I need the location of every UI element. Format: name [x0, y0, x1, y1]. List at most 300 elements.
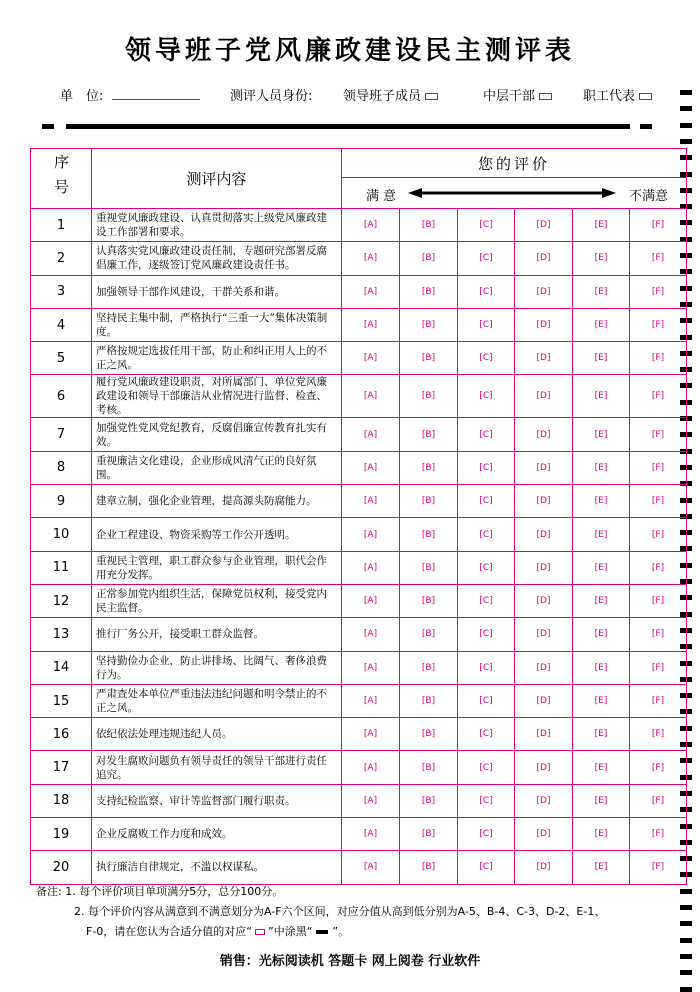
option-bubble-b[interactable]	[400, 851, 458, 884]
option-bubble-c[interactable]	[458, 375, 515, 418]
option-letter: [C]	[479, 391, 493, 402]
checkbox-icon[interactable]	[425, 93, 438, 100]
option-letter: [A]	[363, 496, 378, 507]
option-letter: [B]	[421, 829, 436, 840]
option-bubble-b[interactable]	[400, 718, 458, 751]
filled-bubble-icon	[316, 930, 328, 934]
row-number: 1	[31, 209, 92, 242]
option-letter: [E]	[594, 429, 608, 440]
option-bubble-e[interactable]	[573, 751, 630, 784]
option-letter: [C]	[479, 662, 493, 673]
option-letter: [F]	[651, 862, 665, 873]
option-bubble-d[interactable]	[515, 784, 573, 817]
option-bubble-c[interactable]	[458, 518, 515, 551]
option-letter: [D]	[536, 729, 551, 740]
option-letter: [C]	[479, 353, 493, 364]
checkbox-icon[interactable]	[639, 93, 652, 100]
option-bubble-b[interactable]	[400, 618, 458, 651]
option-bubble-f[interactable]	[630, 751, 687, 784]
option-bubble-c[interactable]	[458, 751, 515, 784]
row-number: 8	[31, 451, 92, 484]
option-letter: [A]	[363, 729, 378, 740]
timing-mark-right	[640, 124, 652, 129]
option-letter: [B]	[421, 862, 436, 873]
option-letter: [E]	[594, 662, 608, 673]
option-letter: [B]	[421, 429, 436, 440]
option-bubble-a[interactable]	[342, 242, 400, 275]
option-bubble-a[interactable]	[342, 684, 400, 717]
option-bubble-e[interactable]	[573, 451, 630, 484]
option-bubble-a[interactable]	[342, 275, 400, 308]
option-letter: [F]	[651, 529, 665, 540]
option-bubble-a[interactable]	[342, 209, 400, 242]
option-bubble-a[interactable]	[342, 784, 400, 817]
option-letter: [B]	[421, 696, 436, 706]
option-bubble-d[interactable]	[515, 242, 573, 275]
option-bubble-c[interactable]	[458, 418, 515, 451]
option-letter: [A]	[363, 829, 378, 840]
timing-mark	[680, 90, 692, 95]
option-letter: [F]	[651, 320, 665, 331]
option-bubble-e[interactable]	[573, 818, 630, 851]
option-letter: [E]	[594, 596, 608, 607]
option-bubble-f[interactable]	[630, 275, 687, 308]
option-bubble-c[interactable]	[458, 684, 515, 717]
option-bubble-d[interactable]	[515, 651, 573, 684]
option-bubble-e[interactable]	[573, 308, 630, 341]
option-bubble-c[interactable]	[458, 451, 515, 484]
option-letter: [A]	[363, 462, 378, 473]
row-content: 重视廉洁文化建设，企业形成风清气正的良好氛围。	[92, 451, 342, 484]
option-bubble-f[interactable]	[630, 451, 687, 484]
option-letter: [E]	[594, 496, 608, 507]
row-number: 3	[31, 275, 92, 308]
row-content: 重视民主管理，职工群众参与企业管理，职代会作用充分发挥。	[92, 551, 342, 584]
row-number: 14	[31, 651, 92, 684]
option-bubble-b[interactable]	[400, 209, 458, 242]
option-bubble-a[interactable]	[342, 618, 400, 651]
option-bubble-f[interactable]	[630, 818, 687, 851]
option-bubble-b[interactable]	[400, 518, 458, 551]
option-letter: [E]	[594, 320, 608, 331]
option-letter: [D]	[536, 353, 551, 364]
option-bubble-b[interactable]	[400, 308, 458, 341]
option-letter: [D]	[536, 696, 551, 706]
option-letter: [C]	[479, 596, 493, 607]
option-letter: [E]	[594, 286, 608, 297]
option-letter: [B]	[421, 462, 436, 473]
table-row	[31, 684, 687, 717]
option-bubble-f[interactable]	[630, 375, 687, 418]
option-bubble-c[interactable]	[458, 584, 515, 617]
option-bubble-b[interactable]	[400, 651, 458, 684]
option-bubble-a[interactable]	[342, 342, 400, 375]
table-row	[31, 375, 687, 418]
option-letter: [A]	[363, 795, 378, 806]
option-letter: [A]	[363, 762, 378, 773]
option-bubble-a[interactable]	[342, 818, 400, 851]
option-letter: [E]	[594, 696, 608, 706]
row-content: 建章立制，强化企业管理，提高源头防腐能力。	[92, 485, 342, 518]
option-letter: [A]	[363, 529, 378, 540]
satisfied-label: 满意	[366, 189, 401, 204]
option-bubble-d[interactable]	[515, 851, 573, 884]
option-bubble-c[interactable]	[458, 342, 515, 375]
option-bubble-d[interactable]	[515, 308, 573, 341]
option-letter: [C]	[479, 220, 493, 231]
row-number: 18	[31, 784, 92, 817]
option-bubble-b[interactable]	[400, 375, 458, 418]
option-bubble-d[interactable]	[515, 375, 573, 418]
table-row	[31, 485, 687, 518]
row-content: 企业工程建设、物资采购等工作公开透明。	[92, 518, 342, 551]
option-bubble-d[interactable]	[515, 209, 573, 242]
row-number: 11	[31, 551, 92, 584]
option-letter: [C]	[479, 862, 493, 873]
scale-row	[342, 178, 687, 209]
option-bubble-e[interactable]	[573, 551, 630, 584]
option-letter: [A]	[363, 696, 378, 706]
option-letter: [B]	[421, 662, 436, 673]
option-bubble-f[interactable]	[630, 851, 687, 884]
option-letter: [B]	[421, 629, 436, 640]
table-row	[31, 418, 687, 451]
option-bubble-c[interactable]	[458, 784, 515, 817]
table-row	[31, 584, 687, 617]
option-bubble-e[interactable]	[573, 275, 630, 308]
option-bubble-b[interactable]	[400, 551, 458, 584]
row-number: 20	[31, 851, 92, 884]
option-bubble-f[interactable]	[630, 651, 687, 684]
option-letter: [A]	[363, 596, 378, 607]
table-row	[31, 651, 687, 684]
row-number: 2	[31, 242, 92, 275]
option-bubble-d[interactable]	[515, 342, 573, 375]
option-bubble-a[interactable]	[342, 718, 400, 751]
option-bubble-a[interactable]	[342, 751, 400, 784]
row-number: 5	[31, 342, 92, 375]
option-letter: [A]	[363, 429, 378, 440]
identity-option-label: 领导班子成员	[343, 89, 422, 104]
option-letter: [E]	[594, 353, 608, 364]
option-letter: [E]	[594, 562, 608, 573]
row-number: 6	[31, 375, 92, 418]
option-letter: [D]	[536, 829, 551, 840]
option-bubble-f[interactable]	[630, 718, 687, 751]
option-bubble-f[interactable]	[630, 342, 687, 375]
option-bubble-e[interactable]	[573, 342, 630, 375]
timing-mark	[680, 970, 692, 975]
evaluation-table	[30, 148, 687, 885]
note-line-3: F-0，请在您认为合适分值的对应“ ”中涂黑“ ”。	[86, 925, 350, 938]
option-bubble-e[interactable]	[573, 242, 630, 275]
option-letter: [D]	[536, 320, 551, 331]
option-letter: [E]	[594, 529, 608, 540]
option-bubble-d[interactable]	[515, 818, 573, 851]
option-bubble-e[interactable]	[573, 718, 630, 751]
option-letter: [D]	[536, 462, 551, 473]
option-letter: [D]	[536, 220, 551, 231]
identity-option-label: 职工代表	[583, 89, 636, 104]
row-number: 7	[31, 418, 92, 451]
option-bubble-b[interactable]	[400, 275, 458, 308]
option-letter: [C]	[479, 529, 493, 540]
row-number: 4	[31, 308, 92, 341]
option-bubble-c[interactable]	[458, 308, 515, 341]
option-bubble-a[interactable]	[342, 651, 400, 684]
option-letter: [C]	[479, 320, 493, 331]
option-bubble-f[interactable]	[630, 584, 687, 617]
option-bubble-e[interactable]	[573, 485, 630, 518]
option-letter: [E]	[594, 729, 608, 740]
note-line-2: 2. 每个评价内容从满意到不满意划分为A-F六个区间，对应分值从高到低分别为A-5、B-4、C-3、D-2、E-1、	[74, 905, 606, 918]
option-bubble-c[interactable]	[458, 275, 515, 308]
option-letter: [D]	[536, 391, 551, 402]
option-bubble-a[interactable]	[342, 375, 400, 418]
option-bubble-c[interactable]	[458, 718, 515, 751]
bubble-icon	[255, 929, 265, 935]
option-bubble-a[interactable]	[342, 551, 400, 584]
option-letter: [E]	[594, 862, 608, 873]
row-number: 12	[31, 584, 92, 617]
option-letter: [C]	[479, 762, 493, 773]
option-bubble-c[interactable]	[458, 209, 515, 242]
option-letter: [D]	[536, 862, 551, 873]
checkbox-icon[interactable]	[539, 93, 552, 100]
option-bubble-f[interactable]	[630, 209, 687, 242]
option-letter: [C]	[479, 429, 493, 440]
row-number: 10	[31, 518, 92, 551]
row-number: 17	[31, 751, 92, 784]
row-content: 认真落实党风廉政建设责任制，专题研究部署反腐倡廉工作，逐级签订党风廉政建设责任书。	[92, 242, 342, 275]
option-letter: [B]	[421, 286, 436, 297]
option-bubble-e[interactable]	[573, 784, 630, 817]
option-bubble-d[interactable]	[515, 684, 573, 717]
row-content: 严格按规定选拔任用干部，防止和纠正用人上的不正之风。	[92, 342, 342, 375]
option-letter: [C]	[479, 829, 493, 840]
option-bubble-f[interactable]	[630, 418, 687, 451]
option-bubble-d[interactable]	[515, 275, 573, 308]
table-row	[31, 342, 687, 375]
option-bubble-c[interactable]	[458, 618, 515, 651]
timing-mark	[680, 938, 692, 943]
option-bubble-a[interactable]	[342, 584, 400, 617]
row-content: 加强领导干部作风建设，干群关系和谐。	[92, 275, 342, 308]
option-bubble-a[interactable]	[342, 518, 400, 551]
option-bubble-c[interactable]	[458, 242, 515, 275]
option-bubble-f[interactable]	[630, 485, 687, 518]
row-content: 执行廉洁自律规定，不滥以权谋私。	[92, 851, 342, 884]
option-bubble-f[interactable]	[630, 618, 687, 651]
timing-mark	[680, 889, 692, 894]
timing-mark	[680, 106, 692, 111]
identity-option-leader[interactable]	[343, 85, 438, 104]
option-letter: [D]	[536, 629, 551, 640]
row-number: 15	[31, 684, 92, 717]
option-bubble-b[interactable]	[400, 751, 458, 784]
option-letter: [D]	[536, 795, 551, 806]
option-bubble-b[interactable]	[400, 684, 458, 717]
row-content: 重视党风廉政建设、认真贯彻落实上级党风廉政建设工作部署和要求。	[92, 209, 342, 242]
option-bubble-c[interactable]	[458, 551, 515, 584]
table-row	[31, 275, 687, 308]
option-bubble-b[interactable]	[400, 818, 458, 851]
option-letter: [B]	[421, 353, 436, 364]
option-letter: [A]	[363, 391, 378, 402]
option-letter: [E]	[594, 762, 608, 773]
table-row	[31, 718, 687, 751]
row-content: 严肃查处本单位严重违法违纪问题和明令禁止的不正之风。	[92, 684, 342, 717]
table-row	[31, 851, 687, 884]
option-letter: [E]	[594, 253, 608, 264]
option-bubble-c[interactable]	[458, 485, 515, 518]
option-bubble-a[interactable]	[342, 308, 400, 341]
option-bubble-e[interactable]	[573, 209, 630, 242]
option-letter: [C]	[479, 462, 493, 473]
option-letter: [B]	[421, 795, 436, 806]
option-bubble-e[interactable]	[573, 851, 630, 884]
table-row	[31, 784, 687, 817]
option-bubble-b[interactable]	[400, 418, 458, 451]
option-letter: [A]	[363, 320, 378, 331]
option-bubble-c[interactable]	[458, 818, 515, 851]
option-letter: [F]	[651, 562, 665, 573]
unit-input-line[interactable]	[112, 99, 200, 100]
option-letter: [F]	[651, 462, 665, 473]
table-row	[31, 518, 687, 551]
row-content: 支持纪检监察、审计等监督部门履行职责。	[92, 784, 342, 817]
option-bubble-c[interactable]	[458, 851, 515, 884]
table-row	[31, 751, 687, 784]
option-bubble-d[interactable]	[515, 751, 573, 784]
option-bubble-f[interactable]	[630, 242, 687, 275]
option-bubble-d[interactable]	[515, 584, 573, 617]
option-bubble-f[interactable]	[630, 518, 687, 551]
option-letter: [A]	[363, 220, 378, 231]
option-letter: [B]	[421, 391, 436, 402]
option-bubble-e[interactable]	[573, 584, 630, 617]
option-bubble-a[interactable]	[342, 485, 400, 518]
option-letter: [F]	[651, 829, 665, 840]
option-letter: [F]	[651, 496, 665, 507]
option-bubble-b[interactable]	[400, 485, 458, 518]
option-letter: [F]	[651, 286, 665, 297]
option-letter: [C]	[479, 562, 493, 573]
option-bubble-b[interactable]	[400, 784, 458, 817]
row-content: 企业反腐败工作力度和成效。	[92, 818, 342, 851]
option-bubble-e[interactable]	[573, 418, 630, 451]
option-bubble-b[interactable]	[400, 451, 458, 484]
option-bubble-b[interactable]	[400, 342, 458, 375]
option-bubble-e[interactable]	[573, 375, 630, 418]
option-letter: [F]	[651, 729, 665, 740]
option-letter: [F]	[651, 662, 665, 673]
option-bubble-b[interactable]	[400, 242, 458, 275]
option-letter: [D]	[536, 529, 551, 540]
form-title: 领导班子党风廉政建设民主测评表	[124, 36, 575, 66]
option-bubble-e[interactable]	[573, 618, 630, 651]
option-bubble-f[interactable]	[630, 784, 687, 817]
option-letter: [F]	[651, 696, 665, 706]
notes-label: 备注:	[36, 885, 62, 898]
option-bubble-c[interactable]	[458, 651, 515, 684]
option-letter: [E]	[594, 220, 608, 231]
option-letter: [C]	[479, 696, 493, 706]
option-bubble-e[interactable]	[573, 651, 630, 684]
identity-option-staff[interactable]	[583, 85, 652, 104]
option-bubble-d[interactable]	[515, 485, 573, 518]
option-letter: [D]	[536, 596, 551, 607]
row-content: 坚持民主集中制，严格执行“三重一大”集体决策制度。	[92, 308, 342, 341]
seq-header: 序号	[31, 149, 92, 209]
row-content: 履行党风廉政建设职责，对所属部门、单位党风廉政建设和领导干部廉洁从业情况进行监督、检查、考核。	[92, 375, 342, 418]
option-letter: [C]	[479, 629, 493, 640]
option-bubble-d[interactable]	[515, 718, 573, 751]
option-letter: [B]	[421, 529, 436, 540]
option-bubble-b[interactable]	[400, 584, 458, 617]
option-letter: [F]	[651, 629, 665, 640]
option-letter: [D]	[536, 429, 551, 440]
option-bubble-d[interactable]	[515, 618, 573, 651]
identity-option-middle[interactable]	[483, 85, 552, 104]
option-bubble-e[interactable]	[573, 518, 630, 551]
option-bubble-f[interactable]	[630, 551, 687, 584]
option-bubble-a[interactable]	[342, 418, 400, 451]
option-letter: [F]	[651, 596, 665, 607]
timing-mark	[680, 123, 692, 128]
timing-mark-left	[42, 124, 54, 129]
timing-mark	[680, 139, 692, 144]
option-bubble-f[interactable]	[630, 308, 687, 341]
option-letter: [F]	[651, 353, 665, 364]
option-letter: [C]	[479, 729, 493, 740]
notes	[36, 882, 605, 942]
option-letter: [F]	[651, 795, 665, 806]
option-letter: [B]	[421, 320, 436, 331]
option-bubble-a[interactable]	[342, 451, 400, 484]
option-bubble-d[interactable]	[515, 418, 573, 451]
option-bubble-d[interactable]	[515, 451, 573, 484]
option-letter: [F]	[651, 429, 665, 440]
eval-header: 您的评价	[342, 149, 687, 178]
table-row	[31, 818, 687, 851]
option-bubble-a[interactable]	[342, 851, 400, 884]
table-row	[31, 308, 687, 341]
option-letter: [E]	[594, 629, 608, 640]
timing-mark	[680, 987, 692, 992]
unsatisfied-label: 不满意	[628, 189, 668, 204]
row-content: 加强党性党风党纪教育，反腐倡廉宣传教育扎实有效。	[92, 418, 342, 451]
option-letter: [B]	[421, 496, 436, 507]
option-bubble-d[interactable]	[515, 518, 573, 551]
option-letter: [E]	[594, 391, 608, 402]
option-letter: [C]	[479, 253, 493, 264]
content-header: 测评内容	[92, 149, 342, 209]
row-content: 坚持勤俭办企业，防止讲排场、比阔气、奢侈浪费行为。	[92, 651, 342, 684]
option-letter: [C]	[479, 286, 493, 297]
option-bubble-f[interactable]	[630, 684, 687, 717]
row-number: 19	[31, 818, 92, 851]
table-row	[31, 242, 687, 275]
option-letter: [D]	[536, 253, 551, 264]
row-content: 依纪依法处理违规违纪人员。	[92, 718, 342, 751]
option-letter: [E]	[594, 795, 608, 806]
option-letter: [D]	[536, 496, 551, 507]
option-letter: [A]	[363, 662, 378, 673]
option-bubble-e[interactable]	[573, 684, 630, 717]
option-bubble-d[interactable]	[515, 551, 573, 584]
option-letter: [A]	[363, 562, 378, 573]
